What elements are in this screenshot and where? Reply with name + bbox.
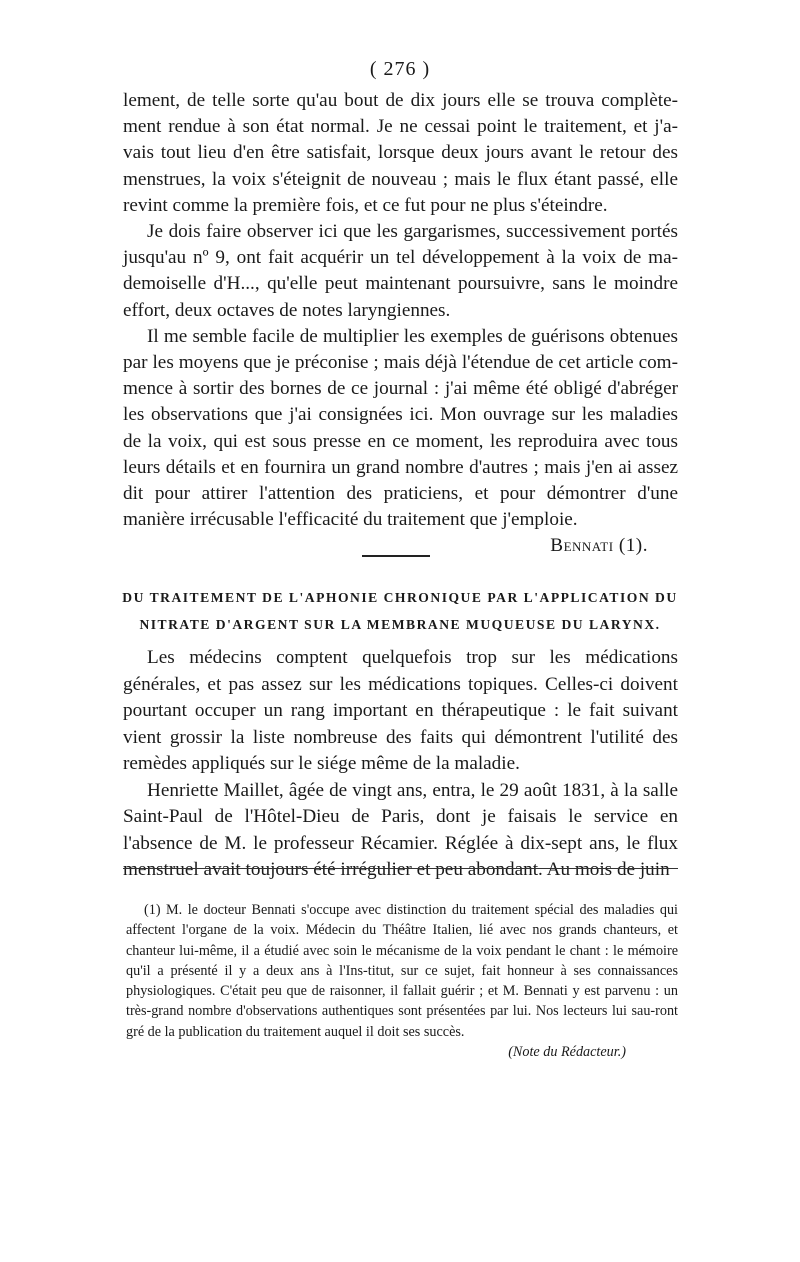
page-number: ( 276 ) (369, 58, 431, 80)
paragraph: lement, de telle sorte qu'au bout de dix jours elle se trouva complète-ment rendue à son état normal. Je ne cessai point le traitement, et j'a-vais tout lieu d'en être satisfait, lorsque deux jours avant le retour des menstrues, la voix s'éteignit de nouveau ; mais le flux étant passé, elle revint comme la première fois, et ce fut pour ne plus s'éteindre. (123, 90, 678, 216)
paragraph: Henriette Maillet, âgée de vingt ans, entra, le 29 août 1831, à la salle Saint-Paul de l'Hôtel-Dieu de Paris, dont je faisais le service en l'absence de M. le professeur Récamier. Réglée à dix-sept ans, le flux menstruel avait toujours été irrégulier et peu abondant. Au mois de juin (123, 779, 678, 880)
footnote-credit: (Note du Rédacteur.) (508, 1044, 626, 1061)
paragraph: Je dois faire observer ici que les gargarismes, successivement portés jusqu'au nº 9, ont fait acquérir un tel développement à la voix de ma-demoiselle d'H..., qu'elle peut maintenant poursuivre, sans le moindre effort, deux octaves de notes laryngiennes. (123, 221, 678, 321)
section-divider (362, 555, 430, 557)
article-body (123, 645, 678, 884)
footnote-text: (1) M. le docteur Bennati s'occupe avec distinction du traitement spécial des maladies qui affectent l'organe de la voix. Médecin du Théâtre Italien, lié avec nos grands chanteurs, et chanteur lui-même, il a étudié avec soin le mécanisme de la voix pendant le chant : le mémoire qu'il a présenté il y a deux ans à l'Ins-titut, sur ce sujet, fait honneur à ses connaissances physiologiques. C'était peu que de raisonner, il fallait guérir ; et M. Bennati y est parvenu : un très-grand nombre d'observations authentiques sont présentées par lui. Nos lecteurs lui sau-ront gré de la publication du traitement auquel il doit ses succès. (126, 902, 678, 1040)
continued-article (123, 88, 678, 560)
footnote (126, 900, 678, 1062)
author-signature: Bennati (1). (550, 535, 648, 557)
paragraph: Les médecins comptent quelquefois trop sur les médications générales, et pas assez sur les médications topiques. Celles-ci doivent pourtant occuper un rang important en thérapeutique : le fait suivant vient grossir la liste nombreuse des faits qui démontrent l'utilité des remèdes appliqués sur le siége même de la maladie. (123, 647, 678, 774)
paragraph: Il me semble facile de multiplier les exemples de guérisons obtenues par les moyens que je préconise ; mais déjà l'étendue de cet article com-mence à sortir des bornes de ce journal : j'ai même été obligé d'abréger les observations que j'ai consignées ici. Mon ouvrage sur les maladies de la voix, qui est sous presse en ce moment, les reproduira avec tous leurs détails et en fournira un grand nombre d'autres ; mais j'en ai assez dit pour attirer l'attention des praticiens, et pour démontrer d'une manière irrécusable l'efficacité du traitement que j'emploie. (123, 325, 678, 531)
section-heading: DU TRAITEMENT DE L'APHONIE CHRONIQUE PAR L'APPLICATION DU NITRATE D'ARGENT SUR LA MEMBRANE MUQUEUSE DU LARYNX. (122, 590, 678, 632)
footnote-divider (123, 868, 678, 869)
